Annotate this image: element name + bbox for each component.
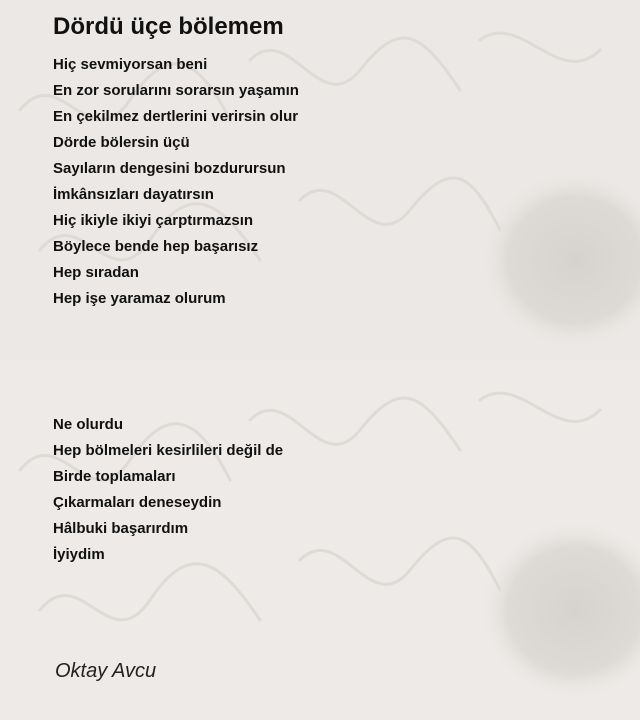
poem-line: En zor sorularını sorarsın yaşamın	[53, 82, 299, 99]
poem-author: Oktay Avcu	[55, 660, 157, 682]
poem-line: Sayıların dengesini bozdurursun	[53, 160, 286, 177]
poem-line: İmkânsızları dayatırsın	[53, 186, 214, 203]
stanza-2	[53, 412, 283, 568]
poem-line: Hiç ikiyle ikiyi çarptırmazsın	[53, 212, 254, 229]
poem-line: İyiydim	[53, 546, 105, 563]
poem-line: Birde toplamaları	[53, 468, 176, 485]
poem-line: En çekilmez dertlerini verirsin olur	[53, 108, 299, 125]
poem-line: Ne olurdu	[53, 416, 123, 433]
poem-line: Böylece bende hep başarısız	[53, 238, 259, 255]
poem-line: Hep bölmeleri kesirlileri değil de	[53, 442, 284, 459]
stanza-1	[53, 52, 299, 312]
poem-line: Hâlbuki başarırdım	[53, 520, 189, 537]
poem-title: Dördü üçe bölemem	[53, 13, 284, 40]
poem-line: Çıkarmaları deneseydin	[53, 494, 222, 511]
poem-line: Hiç sevmiyorsan beni	[53, 56, 208, 73]
poem-line: Hep sıradan	[53, 264, 139, 281]
poem-line: Dörde bölersin üçü	[53, 134, 190, 151]
poem-line: Hep işe yaramaz olurum	[53, 290, 226, 307]
